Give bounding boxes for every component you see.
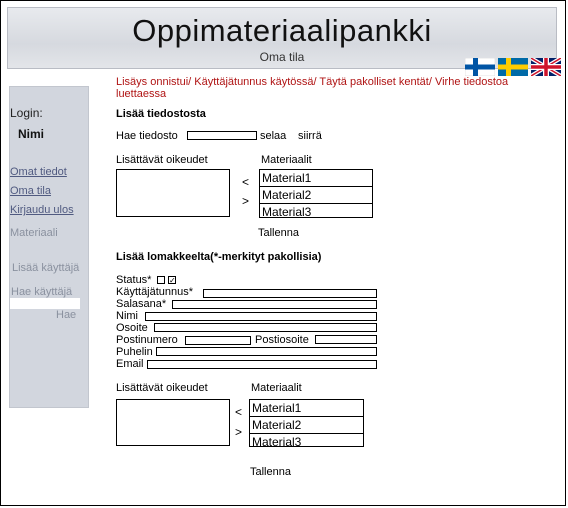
phone-label: Puhelin bbox=[116, 346, 153, 358]
file-move-left-button[interactable]: < bbox=[242, 175, 250, 189]
search-user-input[interactable] bbox=[10, 298, 80, 309]
form-rights-label: Lisättävät oikeudet bbox=[116, 382, 208, 394]
file-rights-listbox[interactable] bbox=[116, 169, 230, 217]
name-field[interactable] bbox=[145, 312, 377, 321]
city-field[interactable] bbox=[315, 335, 377, 344]
move-button[interactable]: siirrä bbox=[298, 130, 322, 142]
phone-field[interactable] bbox=[156, 347, 377, 356]
email-label: Email bbox=[116, 358, 144, 370]
header bbox=[7, 7, 557, 69]
finnish-flag-icon[interactable] bbox=[465, 58, 495, 76]
form-move-left-button[interactable]: < bbox=[235, 405, 243, 419]
search-user-label: Hae käyttäjä bbox=[11, 286, 73, 298]
password-label: Salasana* bbox=[116, 298, 167, 310]
file-save-button[interactable]: Tallenna bbox=[258, 227, 299, 239]
sidebar-item-materials[interactable]: Materiaali bbox=[10, 227, 58, 239]
address-label: Osoite bbox=[116, 322, 148, 334]
sidebar-link-my-info[interactable]: Omat tiedot bbox=[10, 166, 67, 178]
username-label: Käyttäjätunnus* bbox=[116, 286, 194, 298]
form-rights-listbox[interactable] bbox=[116, 399, 230, 446]
file-label: Hae tiedosto bbox=[116, 130, 178, 142]
sidebar-link-my-space[interactable]: Oma tila bbox=[10, 185, 51, 197]
sidebar-item-add-user[interactable]: Lisää käyttäjä bbox=[12, 262, 80, 274]
file-section-title: Lisää tiedostosta bbox=[116, 108, 206, 120]
browse-button[interactable]: selaa bbox=[260, 130, 287, 142]
address-field[interactable] bbox=[154, 323, 377, 332]
form-materials-listbox[interactable] bbox=[249, 399, 364, 447]
file-materials-listbox[interactable] bbox=[259, 169, 373, 218]
search-user-button[interactable]: Hae bbox=[56, 309, 77, 321]
list-item[interactable]: Material1 bbox=[260, 170, 372, 187]
form-materials-label: Materiaalit bbox=[251, 382, 302, 394]
password-field[interactable] bbox=[172, 300, 377, 309]
status-checkbox-1[interactable] bbox=[157, 276, 165, 284]
form-save-button[interactable]: Tallenna bbox=[250, 466, 291, 478]
list-item[interactable]: Material3 bbox=[252, 435, 302, 449]
sidebar bbox=[9, 86, 89, 408]
city-label: Postiosoite bbox=[255, 334, 309, 346]
form-move-right-button[interactable]: > bbox=[235, 425, 243, 439]
name-label: Nimi bbox=[116, 310, 138, 322]
status-label: Status* bbox=[116, 274, 152, 286]
file-path-input[interactable] bbox=[187, 131, 257, 140]
status-checkbox-2[interactable]: ✓ bbox=[169, 276, 176, 285]
page-subtitle: Oma tila bbox=[259, 50, 305, 64]
app-title: Oppimateriaalipankki bbox=[132, 13, 432, 48]
list-item[interactable]: Material3 bbox=[262, 205, 312, 219]
english-flag-icon[interactable] bbox=[531, 58, 561, 76]
sidebar-link-logout[interactable]: Kirjaudu ulos bbox=[10, 204, 74, 216]
postal-code-label: Postinumero bbox=[116, 334, 178, 346]
file-materials-label: Materiaalit bbox=[261, 154, 312, 166]
form-section-title: Lisää lomakkeelta(*-merkityt pakollisia) bbox=[116, 251, 322, 263]
list-item[interactable]: Material2 bbox=[250, 417, 363, 434]
swedish-flag-icon[interactable] bbox=[498, 58, 528, 76]
list-item[interactable]: Material2 bbox=[260, 187, 372, 204]
status-message: Lisäys onnistui/ Käyttäjätunnus käytössä/ Täytä pakolliset kentät/ Virhe tiedostoa luettaessa bbox=[116, 76, 509, 100]
email-field[interactable] bbox=[147, 360, 377, 369]
postal-code-field[interactable] bbox=[185, 336, 251, 345]
username-field[interactable] bbox=[203, 289, 377, 298]
list-item[interactable]: Material1 bbox=[250, 400, 363, 417]
login-label: Login: bbox=[10, 106, 43, 120]
user-name: Nimi bbox=[18, 127, 45, 141]
file-move-right-button[interactable]: > bbox=[242, 194, 250, 208]
file-rights-label: Lisättävät oikeudet bbox=[116, 154, 208, 166]
